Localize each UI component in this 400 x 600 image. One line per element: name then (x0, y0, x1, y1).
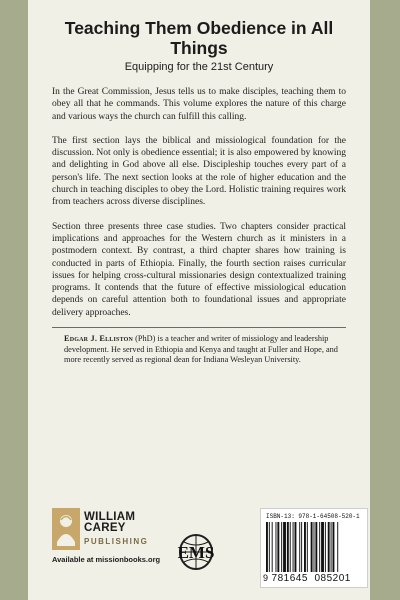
ems-globe-icon (172, 530, 220, 579)
publisher-name: WILLIAM CAREY PUBLISHING (84, 510, 149, 546)
book-subtitle: Equipping for the 21st Century (124, 61, 274, 73)
isbn-label: ISBN-13: 978-1-64508-520-1 (266, 513, 360, 520)
author-bio (52, 334, 346, 366)
availability-text: Available at missionbooks.org (52, 555, 161, 564)
description-paragraph-2: The first section lays the biblical and missiological foundation for the discussion. Not only is obedience essential; it is also empowered by knowing and delighting in God above all else. Discipleship touches every part of a person's life. The next section looks at the role of higher education and the church in teaching disciples to obey the Lord. Holistic training requires work from teachers across diverse disciplines. (52, 135, 346, 208)
barcode (260, 508, 368, 588)
publisher-block (52, 508, 160, 564)
barcode-bars (266, 522, 364, 572)
ems-logo-text: EMS (177, 543, 215, 562)
author-name: Edgar J. Elliston (64, 334, 134, 344)
author-bio-text: (PhD) is a teacher and writer of missiology and leadership development. He served in Ethiopia and Kenya and taught at Fuller and Hope, and more recently served as regional dean for Indiana Wesleyan University. (64, 334, 338, 365)
description-paragraph-1: In the Great Commission, Jesus tells us to make disciples, teaching them to obey all that he commands. This volume explores the nature of this charge and various ways the church can fulfill this calling. (52, 87, 346, 122)
divider (52, 327, 346, 328)
description-paragraph-3: Section three presents three case studies. Two chapters consider practical implications and approaches for the Western church as it ministers in a postmodern context. By contrast, a third chapter shares how training is conducted in parts of Ethiopia. Finally, the fourth section raises curricular issues for helping cross-cultural missionaries design contextualized training programs. It contends that the future of effective missiological education depends on careful attention both to foundational issues and appropriate delivery approaches. (52, 221, 346, 318)
william-carey-portrait-icon (52, 508, 80, 550)
book-title: Teaching Them Obedience in All Things (64, 18, 334, 58)
barcode-digits: 9 781645 085201 (263, 573, 351, 584)
